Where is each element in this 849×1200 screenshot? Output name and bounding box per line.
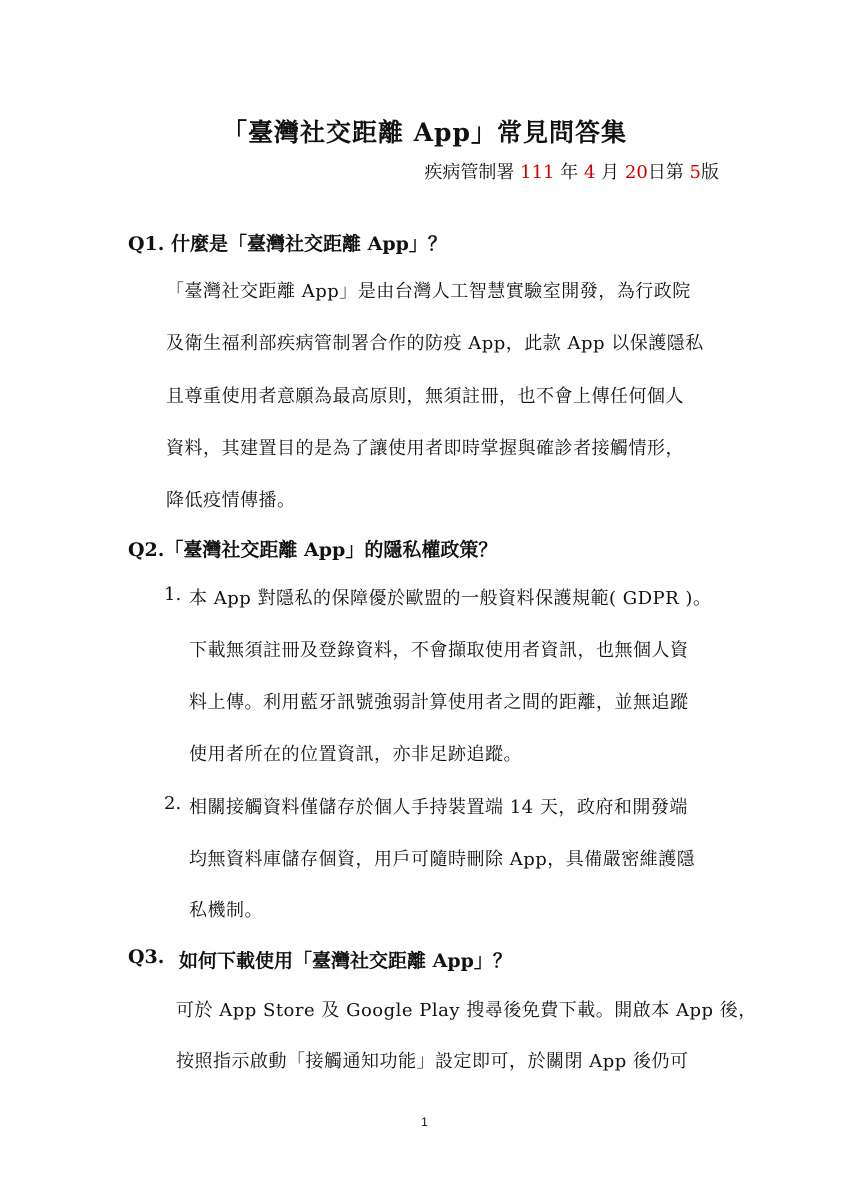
- q2-item-1-number: 1.: [164, 584, 182, 605]
- meta-org: 疾病管制署: [424, 162, 515, 183]
- question-1-heading: Q1. 什麼是「臺灣社交距離 App」？: [128, 233, 447, 255]
- meta-year-unit: 年: [560, 162, 579, 183]
- q1-line: 降低疫情傳播。: [166, 490, 296, 511]
- q1-line: 及衛生福利部疾病管制署合作的防疫 App，此款 App 以保護隱私: [166, 333, 704, 354]
- q2-item-1-line: 本 App 對隱私的保障優於歐盟的一般資料保護規範( GDPR )。: [189, 588, 712, 609]
- q2-item-1-line: 料上傳。利用藍牙訊號強弱計算使用者之間的距離，並無追蹤: [189, 692, 689, 713]
- meta-version: 5: [689, 162, 701, 183]
- meta-version-unit: 版: [701, 162, 719, 183]
- question-2-heading: Q2.「臺灣社交距離 App」的隱私權政策？: [128, 539, 498, 561]
- q2-item-1-line: 使用者所在的位置資訊，亦非足跡追蹤。: [189, 744, 522, 765]
- q1-line: 且尊重使用者意願為最高原則，無須註冊，也不會上傳任何個人: [166, 386, 684, 407]
- q1-line: 資料，其建置目的是為了讓使用者即時掌握與確診者接觸情形，: [166, 438, 684, 459]
- q3-line: 可於 App Store 及 Google Play 搜尋後免費下載。開啟本 App 後，: [176, 1000, 757, 1021]
- q1-line: 「臺灣社交距離 App」是由台灣人工智慧實驗室開發，為行政院: [166, 281, 691, 302]
- question-3-label: Q3.: [128, 946, 165, 968]
- meta-day-unit: 日第: [647, 162, 684, 183]
- q2-item-2-line: 均無資料庫儲存個資，用戶可隨時刪除 App，具備嚴密維護隱: [189, 849, 696, 870]
- meta-month: 4: [583, 162, 596, 183]
- document-title: 「臺灣社交距離 App」常見問答集: [221, 118, 628, 147]
- meta-year: 111: [520, 162, 555, 183]
- q2-item-2-line: 私機制。: [189, 900, 263, 921]
- page-number: 1: [421, 1115, 428, 1129]
- q2-item-2-line: 相關接觸資料僅儲存於個人手持裝置端 14 天，政府和開發端: [189, 797, 688, 818]
- q3-line: 按照指示啟動「接觸通知功能」設定即可，於關閉 App 後仍可: [176, 1051, 689, 1072]
- q2-item-1-line: 下載無須註冊及登錄資料，不會擷取使用者資訊，也無個人資: [189, 640, 689, 661]
- question-3-heading: 如何下載使用「臺灣社交距離 App」？: [179, 950, 512, 972]
- document-meta: [424, 158, 719, 184]
- q2-item-2-number: 2.: [164, 793, 182, 814]
- meta-month-unit: 月: [601, 162, 620, 183]
- meta-day: 20: [624, 162, 648, 183]
